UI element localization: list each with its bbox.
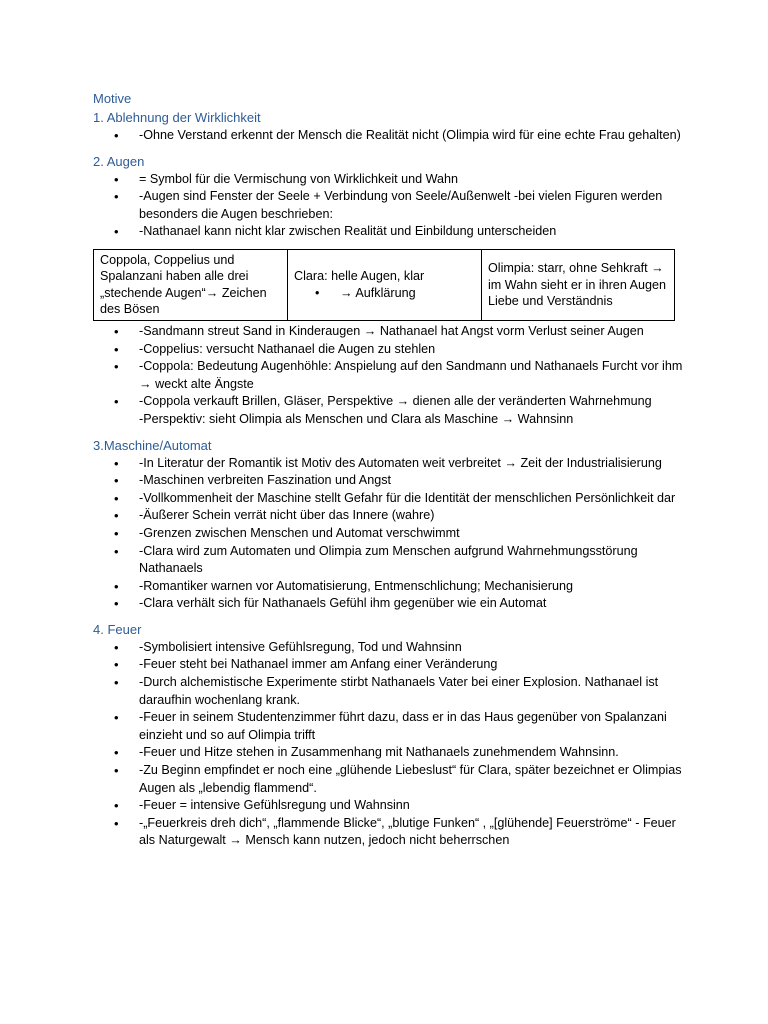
table-cell-olimpia: Olimpia: starr, ohne Sehkraft → im Wahn sieht er in ihren Augen Liebe und Verständnis <box>482 249 675 320</box>
list-item: • -Sandmann streut Sand in Kinderaugen → Nathanael hat Angst vorm Verlust seiner Augen <box>93 323 683 341</box>
list-item: • -Nathanael kann nicht klar zwischen Realität und Einbildung unterscheiden <box>93 223 683 241</box>
list-item: • -Vollkommenheit der Maschine stellt Gefahr für die Identität der menschlichen Persönlichkeit dar <box>93 490 683 508</box>
bullet-list-feuer <box>93 639 683 850</box>
list-item: • -Zu Beginn empfindet er noch eine „glühende Liebeslust“ für Clara, später bezeichnet er Olimpias Augen als „lebendig flammend“. <box>93 762 683 797</box>
table-cell-villains: Coppola, Coppelius und Spalanzani haben alle drei „stechende Augen“→ Zeichen des Bösen <box>94 249 288 320</box>
list-item: • -Feuer steht bei Nathanael immer am Anfang einer Veränderung <box>93 656 683 674</box>
bullet-list-augen-continued <box>93 323 683 429</box>
list-item: • -Clara wird zum Automaten und Olimpia zum Menschen aufgrund Wahrnehmungsstörung Nathanaels <box>93 543 683 578</box>
bullet-list-wirklichkeit <box>93 127 683 145</box>
table-row <box>94 249 675 320</box>
list-item: • -Äußerer Schein verrät nicht über das Innere (wahre) <box>93 507 683 525</box>
list-item: • -„Feuerkreis dreh dich“, „flammende Blicke“, „blutige Funken“ , „[glühende] Feuerströme“ - Feuer als Naturgewalt → Mensch kann nutzen, jedoch nicht beherrschen <box>93 815 683 850</box>
list-item: • -In Literatur der Romantik ist Motiv des Automaten weit verbreitet → Zeit der Industrialisierung <box>93 455 683 473</box>
list-item: • -Coppelius: versucht Nathanael die Augen zu stehlen <box>93 341 683 359</box>
augen-table <box>93 249 675 321</box>
list-item: • -Augen sind Fenster der Seele + Verbindung von Seele/Außenwelt -bei vielen Figuren werden besonders die Augen beschrieben: <box>93 188 683 223</box>
list-item: • -Clara verhält sich für Nathanaels Gefühl ihm gegenüber wie ein Automat <box>93 595 683 613</box>
list-item: • -Symbolisiert intensive Gefühlsregung, Tod und Wahnsinn <box>93 639 683 657</box>
list-item: • -Ohne Verstand erkennt der Mensch die Realität nicht (Olimpia wird für eine echte Frau gehalten) <box>93 127 683 145</box>
list-item: • -Feuer = intensive Gefühlsregung und Wahnsinn <box>93 797 683 815</box>
document-page <box>93 90 683 850</box>
section-heading-augen: 2. Augen <box>93 153 145 169</box>
list-item: • = Symbol für die Vermischung von Wirklichkeit und Wahn <box>93 171 683 189</box>
list-item: • -Feuer in seinem Studentenzimmer führt dazu, dass er in das Haus gegenüber von Spalanzani einzieht und so auf Olimpia trifft <box>93 709 683 744</box>
section-heading-maschine: 3.Maschine/Automat <box>93 437 212 453</box>
list-item: • -Grenzen zwischen Menschen und Automat verschwimmt <box>93 525 683 543</box>
clara-text: Clara: helle Augen, klar <box>294 269 425 284</box>
list-item: • -Maschinen verbreiten Faszination und Angst <box>93 472 683 490</box>
list-item-continuation: -Perspektiv: sieht Olimpia als Menschen und Clara als Maschine → Wahnsinn <box>139 411 574 426</box>
bullet-list-augen <box>93 171 683 241</box>
table-cell-clara <box>288 249 482 320</box>
list-item: • -Durch alchemistische Experimente stirbt Nathanaels Vater bei einer Explosion. Nathanael ist daraufhin wochenlang krank. <box>93 674 683 709</box>
list-item: • -Romantiker warnen vor Automatisierung, Entmenschlichung; Mechanisierung <box>93 578 683 596</box>
section-heading-feuer: 4. Feuer <box>93 621 142 637</box>
section-heading-wirklichkeit: 1. Ablehnung der Wirklichkeit <box>93 110 261 125</box>
list-item: • -Coppola: Bedeutung Augenhöhle: Anspielung auf den Sandmann und Nathanaels Furcht vor ihm → weckt alte Ängste <box>93 358 683 393</box>
list-item: • -Coppola verkauft Brillen, Gläser, Perspektive → dienen alle der veränderten Wahrnehmung <box>93 393 683 411</box>
document-title: Motive <box>93 91 132 106</box>
list-item: • -Feuer und Hitze stehen in Zusammenhang mit Nathanaels zunehmendem Wahnsinn. <box>93 744 683 762</box>
clara-bullet: • → Aufklärung <box>294 285 475 302</box>
bullet-list-maschine <box>93 455 683 613</box>
